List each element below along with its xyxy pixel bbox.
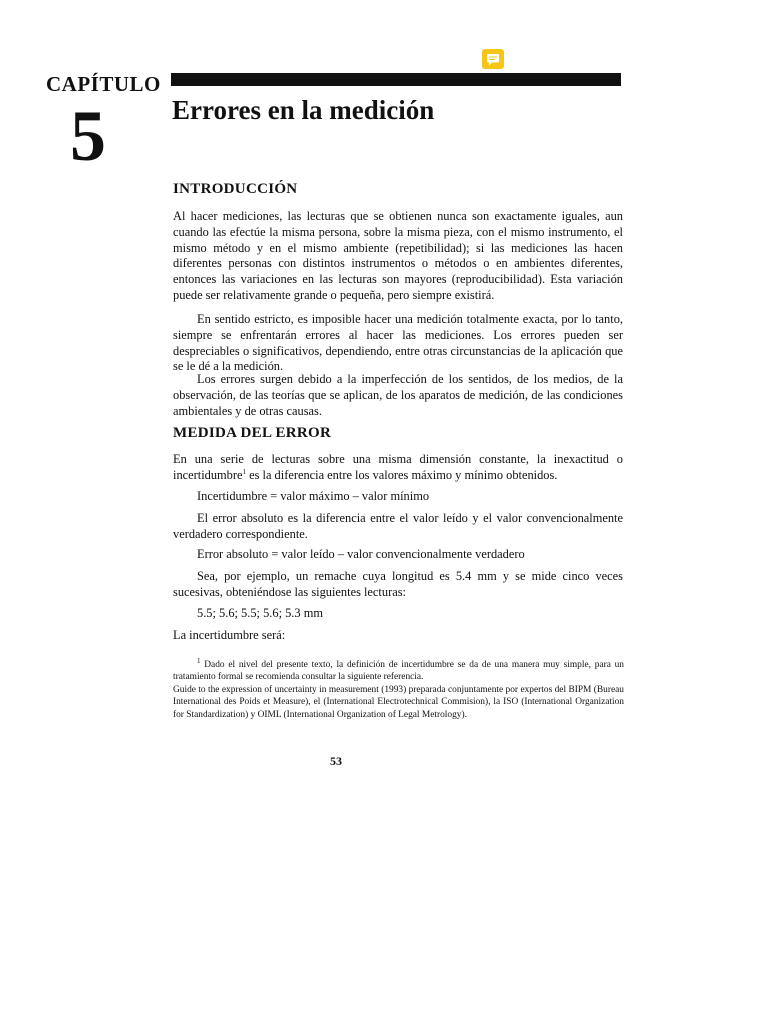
intro-paragraph-2: En sentido estricto, es imposible hacer una medición totalmente exacta, por lo tanto, siempre se enfrentarán errores al hacer las mediciones. Los errores pueden ser despreciables o significativos, dependiendo, entre otras circunstancias de la aplicación que se le dé a la medición. <box>173 312 623 374</box>
measure-paragraph-4: La incertidumbre será: <box>173 628 286 642</box>
footnote-reference-text: Guide to the expression of uncertainty in measurement (1993) preparada conjuntamente por expertos del BIPM (Bureau International des Poids et Measure), el (International Electrotechnical Commision), la ISO (International Organization for Standardization) y OIML (International Organization of Legal Metrology). <box>173 685 624 720</box>
comment-icon[interactable] <box>482 49 504 69</box>
footnote-reference: 1 <box>242 467 246 476</box>
footnote-marker: 1 <box>197 656 201 665</box>
chapter-title-rule <box>171 73 621 86</box>
measure-paragraph-3: Sea, por ejemplo, un remache cuya longitud es 5.4 mm y se mide cinco veces sucesivas, obteniéndose las siguientes lecturas: <box>173 569 623 599</box>
measure-paragraph-1 <box>173 452 623 484</box>
page-number: 53 <box>330 754 342 768</box>
section-heading-introduction: INTRODUCCIÓN <box>173 181 298 197</box>
measure-paragraph-1-text-a: En una serie de lecturas sobre una misma dimensión constante, la inexactitud o incertidumbre <box>173 452 623 482</box>
measure-paragraph-2: El error absoluto es la diferencia entre el valor leído y el valor convencionalmente verdadero correspondiente. <box>173 511 623 541</box>
chapter-number: 5 <box>70 96 106 176</box>
intro-paragraph-1: Al hacer mediciones, las lecturas que se obtienen nunca son exactamente iguales, aun cuando las efectúe la misma persona, sobre la misma pieza, con el mismo instrumento, el mismo método y en el mismo ambiente (repetibilidad); si las mediciones las hacen diferentes personas con distintos instrumentos o métodos o en ambientes diferentes, entonces las variaciones en las lecturas son mayores (reproducibilidad). Esta variación puede ser relativamente grande o pequeña, pero siempre existirá. <box>173 209 623 302</box>
measure-paragraph-1-text-b: es la diferencia entre los valores máximo y mínimo obtenidos. <box>246 467 558 482</box>
comment-icon-glyph <box>486 53 500 66</box>
chapter-title: Errores en la medición <box>172 95 435 125</box>
intro-paragraph-3: Los errores surgen debido a la imperfección de los sentidos, de los medios, de la observación, de las teorías que se aplican, de los aparatos de medición, de las condiciones ambientales y de otras causas. <box>173 372 623 418</box>
uncertainty-formula: Incertidumbre = valor máximo – valor mínimo <box>197 489 430 503</box>
footnote <box>173 656 624 684</box>
absolute-error-formula: Error absoluto = valor leído – valor convencionalmente verdadero <box>197 547 525 561</box>
readings-list: 5.5; 5.6; 5.5; 5.6; 5.3 mm <box>197 606 323 620</box>
section-heading-measure: MEDIDA DEL ERROR <box>173 425 332 441</box>
chapter-label: CAPÍTULO <box>46 72 161 96</box>
footnote-text-1: Dado el nivel del presente texto, la definición de incertidumbre se da de una manera muy simple, para un tratamiento formal se recomienda consultar la siguiente referencia. <box>173 660 624 683</box>
